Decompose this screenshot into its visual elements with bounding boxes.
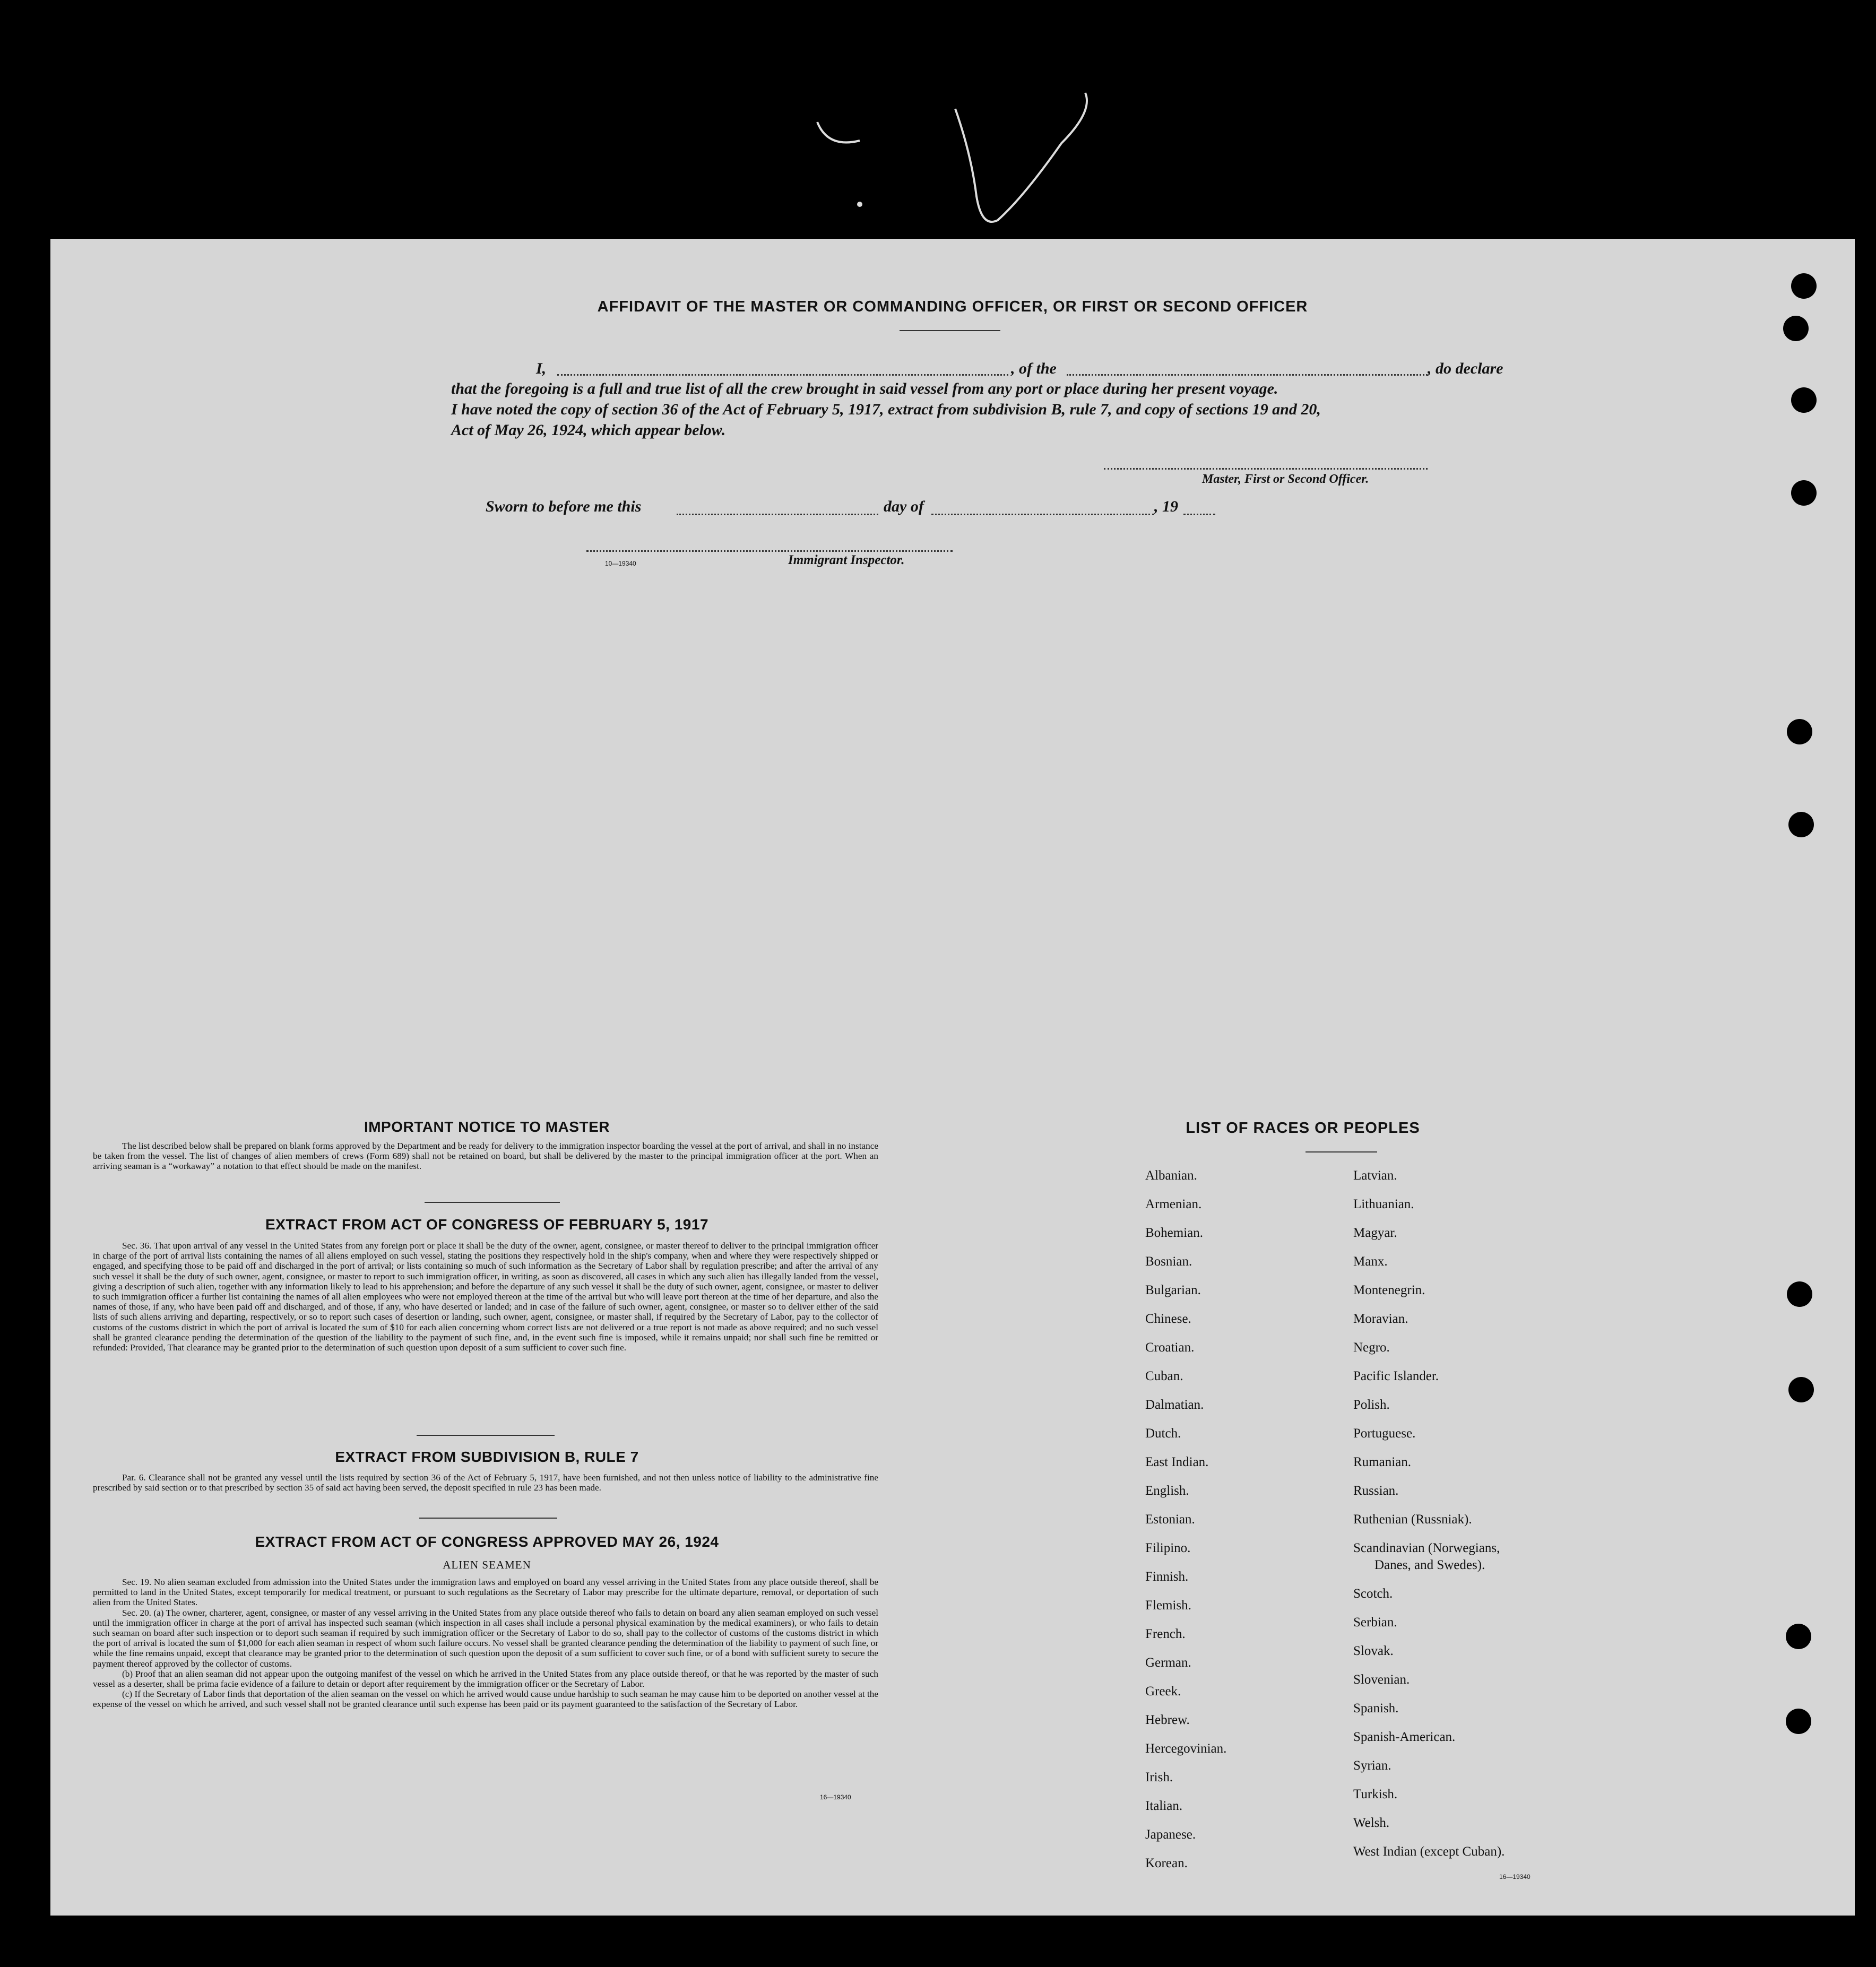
race-item: French. [1145, 1627, 1186, 1641]
race-item: Flemish. [1145, 1598, 1191, 1613]
race-item: Negro. [1353, 1340, 1390, 1355]
race-item: Syrian. [1353, 1758, 1391, 1773]
race-item: Armenian. [1145, 1197, 1202, 1211]
race-item: East Indian. [1145, 1455, 1209, 1469]
form-number: 16—19340 [820, 1793, 851, 1801]
race-item: Cuban. [1145, 1369, 1183, 1383]
race-item: Welsh. [1353, 1816, 1390, 1830]
race-item: Italian. [1145, 1799, 1183, 1813]
form-number: 16—19340 [1499, 1873, 1531, 1881]
race-item: Bohemian. [1145, 1226, 1204, 1240]
master-signature-label: Master, First or Second Officer. [1202, 472, 1369, 486]
sworn-month-field[interactable] [931, 498, 1154, 515]
declaration-do-declare: , do declare [1428, 360, 1503, 377]
notice-paragraph: The list described below shall be prepared on blank forms approved by the Department and be ready for delivery to the immigration inspector boarding the vessel at the port of arrival, and shall in no instance be taken from the vessel. The list of changes of alien members of crews (Form 689) shall not be retained on board, but shall be delivered by the master to the principal immigration officer at the port. When an arriving seaman is a “workaway” a notation to that effect should be made on the manifest. [93, 1141, 878, 1172]
punch-hole [1786, 1709, 1811, 1734]
master-signature-field[interactable] [1104, 467, 1428, 470]
year-label: , 19 [1154, 498, 1178, 515]
race-item: German. [1145, 1656, 1191, 1670]
race-item: Polish. [1353, 1398, 1390, 1412]
day-of-label: day of [884, 498, 924, 515]
race-item: Manx. [1353, 1254, 1388, 1269]
races-title-divider [1306, 1151, 1377, 1153]
race-item: Japanese. [1145, 1827, 1196, 1842]
notice-text [93, 1141, 878, 1172]
declaration-line-2: that the foregoing is a full and true list of all the crew brought in said vessel from any port or place during her present voyage. [451, 380, 1278, 397]
extract-1924-text [93, 1577, 878, 1710]
race-item: Moravian. [1353, 1312, 1408, 1326]
race-item: Slovak. [1353, 1644, 1394, 1658]
race-item: Scotch. [1353, 1587, 1393, 1601]
sworn-year-field[interactable] [1183, 498, 1215, 515]
race-item: Hercegovinian. [1145, 1741, 1227, 1756]
race-item: Chinese. [1145, 1312, 1191, 1326]
race-item: Filipino. [1145, 1541, 1191, 1555]
section-divider [419, 1518, 557, 1519]
section-20c-paragraph: (c) If the Secretary of Labor finds that deportation of the alien seaman on the vessel on which he arrived would cause undue hardship to such seaman he may cause him to be deported on another vessel at the expense of the vessel on which he arrived, and such vessel shall not be granted clearance until such expense has been paid or its payment guaranteed to the satisfaction of the Secretary of Labor. [93, 1689, 878, 1710]
race-item: Finnish. [1145, 1570, 1189, 1584]
race-item: Spanish. [1353, 1701, 1399, 1715]
race-item: Scandinavian (Norwegians, [1353, 1541, 1500, 1555]
race-item: Croatian. [1145, 1340, 1195, 1355]
race-item: Ruthenian (Russniak). [1353, 1512, 1472, 1527]
punch-hole [1783, 316, 1809, 341]
section-divider [417, 1435, 555, 1436]
sworn-label: Sworn to before me this [486, 498, 642, 515]
race-item: West Indian (except Cuban). [1353, 1844, 1505, 1859]
sworn-line [486, 498, 1282, 519]
race-item: Serbian. [1353, 1615, 1397, 1630]
section-20a-paragraph: Sec. 20. (a) The owner, charterer, agent, consignee, or master of any vessel arriving in the United States from any place outside thereof who fails to detain on board any alien seaman employed on such vessel until the immigration officer in charge at the port of arrival has inspected such seaman (which inspection in all cases shall include a personal physical examination by the medical examiners), or who fails to detain such seaman on board after such inspection or to deport such seaman if required by such immigration officer or the Secretary of Labor to do so, shall pay to the collector of customs of the customs district in which the port of arrival is located the sum of $1,000 for each alien seaman in respect of whom such failure occurs. No vessel shall be granted clearance pending the determination of the liability to payment of such fine, or while the fine remains unpaid, except that clearance may be granted prior to the determination of such question upon the deposit of a sum sufficient to cover such fine, or of a bond with sufficient surety to secure the payment thereof approved by the collector of customs. [93, 1607, 878, 1669]
punch-hole [1791, 273, 1817, 299]
notice-title: IMPORTANT NOTICE TO MASTER [364, 1119, 610, 1135]
extract-1917-text [93, 1241, 878, 1353]
declaration-of-the: , of the [1011, 360, 1057, 377]
section-divider [425, 1202, 560, 1203]
race-item: Rumanian. [1353, 1455, 1412, 1469]
race-item: Greek. [1145, 1684, 1181, 1699]
punch-hole [1786, 1624, 1811, 1649]
section-36-paragraph: Sec. 36. That upon arrival of any vessel in the United States from any foreign port or place it shall be the duty of the owner, agent, consignee, or master thereof to deliver to the principal immigration officer in charge of the port of arrival lists containing the names of all aliens employed on such vessel, stating the positions they respectively hold in the ship's company, when and where they were respectively shipped or engaged, and specifying those to be paid off and discharged in the port of arrival; or lists containing so much of such information as the Secretary of Labor shall by regulation prescribe; and after the arrival of any such vessel it shall be the duty of such owner, agent, consignee, or master to report to such immigration officer, in writing, as soon as discovered, all cases in which any such alien has illegally landed from the vessel, giving a description of such alien, together with any information likely to lead to his apprehension; and before the departure of any such vessel it shall be the duty of such owner, agent, consignee, or master to deliver to such immigration officer a further list containing the names of all alien employees who were not employed thereon at the time of the arrival but who will leave port thereon at the time of her departure, and also the names of those, if any, who have been paid off and discharged, and of those, if any, who have deserted or landed; and in case of the failure of such owner, agent, consignee, or master so to deliver either of the said lists of such aliens arriving and departing, respectively, or so to report such cases of desertion or landing, such owner, agent, consignee, or master shall, if required by the Secretary of Labor, pay to the collector of customs of the customs district in which the port of arrival is located the sum of $10 for each alien concerning whom correct lists are not delivered or a true report is not made as above required; and no such vessel shall be granted clearance pending the determination of the question of the liability to the payment of such fine, and, in the event such fine is imposed, while it remains unpaid; nor shall such fine be remitted or refunded: Provided, That clearance may be granted prior to the determination of such question upon deposit of a sum sufficient to cover such fine. [93, 1241, 878, 1353]
race-item: English. [1145, 1484, 1189, 1498]
race-item: Russian. [1353, 1484, 1399, 1498]
rule-7-paragraph: Par. 6. Clearance shall not be granted any vessel until the lists required by section 36 of the Act of February 5, 1917, have been furnished, and not then unless notice of liability to the administrative fine prescribed by said section or to that prescribed by section 35 of said act having been served, the deposit specified in rule 23 has been made. [93, 1472, 878, 1493]
race-item: Danes, and Swedes). [1374, 1558, 1485, 1572]
race-item: Portuguese. [1353, 1426, 1416, 1441]
vessel-field[interactable] [1067, 358, 1428, 376]
handwritten-check-mark [796, 90, 1114, 233]
race-item: Pacific Islander. [1353, 1369, 1439, 1383]
race-item: Turkish. [1353, 1787, 1398, 1801]
race-item: Spanish-American. [1353, 1730, 1456, 1744]
section-19-paragraph: Sec. 19. No alien seaman excluded from admission into the United States under the immigration laws and employed on board any vessel arriving in the United States from any place outside thereof, shall be permitted to land in the United States, except temporarily for medical treatment, or pursuant to such regulations as the Secretary of Labor may prescribe for the ultimate departure, removal, or deportation of such alien from the United States. [93, 1577, 878, 1608]
sworn-day-field[interactable] [677, 498, 878, 515]
punch-hole [1787, 719, 1812, 744]
race-item: Bosnian. [1145, 1254, 1192, 1269]
race-item: Dalmatian. [1145, 1398, 1204, 1412]
punch-hole [1787, 1281, 1812, 1307]
declaration-line-4: Act of May 26, 1924, which appear below. [451, 421, 726, 439]
punch-hole [1788, 1377, 1814, 1402]
form-number: 10—19340 [605, 560, 636, 567]
race-item: Lithuanian. [1353, 1197, 1414, 1211]
race-item: Slovenian. [1353, 1673, 1410, 1687]
races-title: LIST OF RACES OR PEOPLES [1186, 1120, 1420, 1137]
extract-1917-title: EXTRACT FROM ACT OF CONGRESS OF FEBRUARY 5, 1917 [265, 1216, 709, 1233]
race-item: Montenegrin. [1353, 1283, 1425, 1297]
section-20b-paragraph: (b) Proof that an alien seaman did not appear upon the outgoing manifest of the vessel on which he arrived in the United States from any place outside thereof, or that he was reported by the master of such vessel as a deserter, shall be prima facie evidence of a failure to detain or deport after requirement by the immigration officer or the Secretary of Labor. [93, 1668, 878, 1689]
name-field[interactable] [557, 358, 1008, 376]
affidavit-title: AFFIDAVIT OF THE MASTER OR COMMANDING OFFICER, OR FIRST OR SECOND OFFICER [597, 298, 1308, 315]
punch-hole [1791, 480, 1817, 506]
race-item: Hebrew. [1145, 1713, 1190, 1727]
punch-hole [1788, 812, 1814, 837]
title-divider [900, 330, 1000, 331]
race-item: Albanian. [1145, 1168, 1197, 1183]
race-item: Irish. [1145, 1770, 1173, 1784]
rule-7-title: EXTRACT FROM SUBDIVISION B, RULE 7 [335, 1449, 639, 1465]
alien-seamen-subtitle: ALIEN SEAMEN [443, 1558, 531, 1571]
race-item: Estonian. [1145, 1512, 1195, 1527]
race-item: Magyar. [1353, 1226, 1397, 1240]
extract-1924-title: EXTRACT FROM ACT OF CONGRESS APPROVED MAY 26, 1924 [255, 1533, 719, 1550]
inspector-signature-field[interactable] [586, 549, 953, 552]
race-item: Bulgarian. [1145, 1283, 1201, 1297]
form-page [50, 239, 1855, 1916]
declaration-line-3: I have noted the copy of section 36 of the Act of February 5, 1917, extract from subdivision B, rule 7, and copy of sections 19 and 20, [451, 401, 1321, 418]
inspector-label: Immigrant Inspector. [788, 553, 905, 567]
race-item: Latvian. [1353, 1168, 1397, 1183]
punch-hole [1791, 387, 1817, 413]
race-item: Dutch. [1145, 1426, 1181, 1441]
race-item: Korean. [1145, 1856, 1188, 1870]
rule-7-text [93, 1472, 878, 1493]
declaration-i: I, [536, 360, 547, 377]
